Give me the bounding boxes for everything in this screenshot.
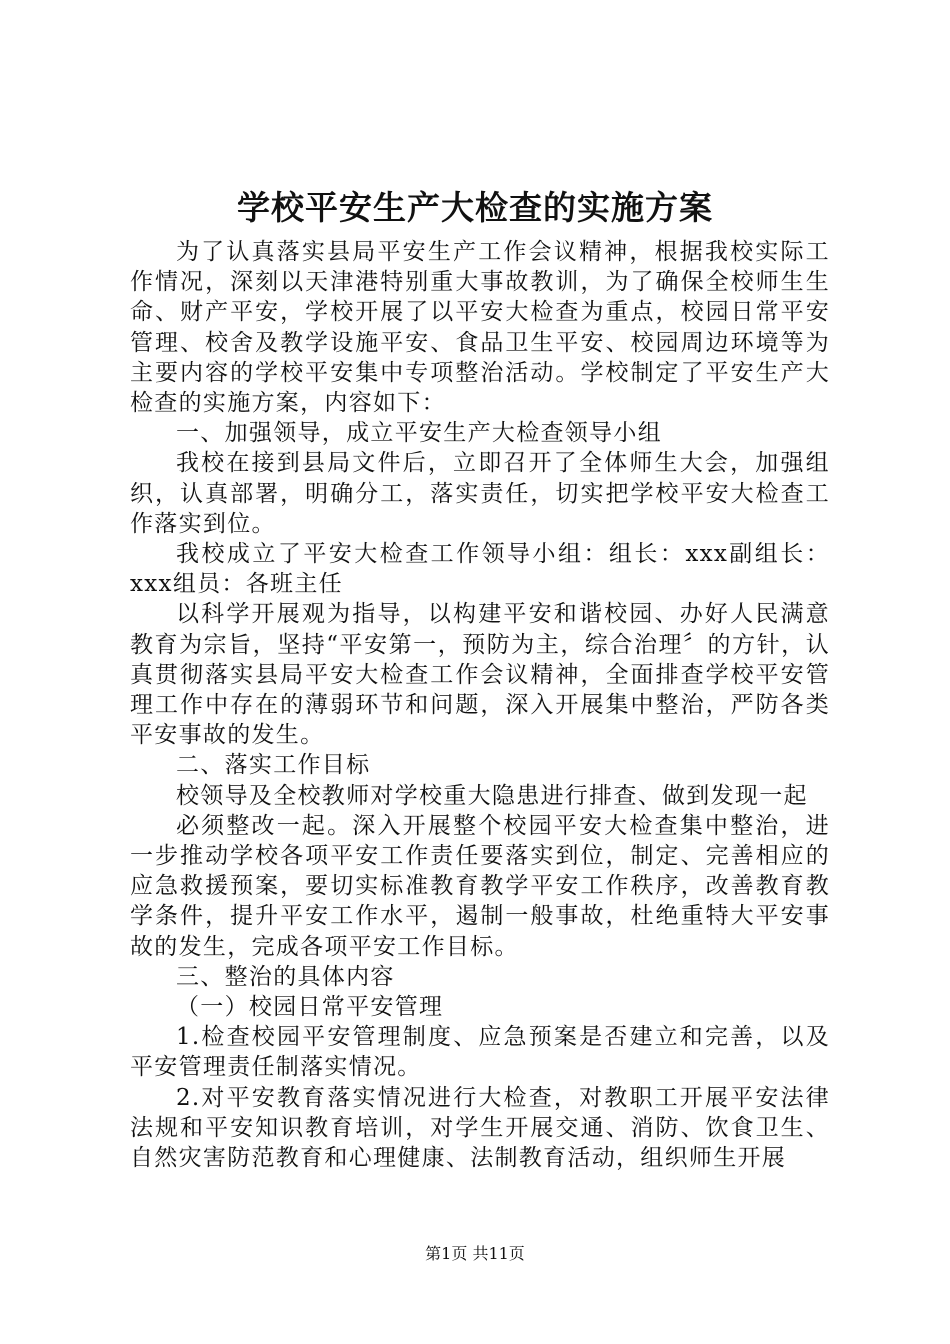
- page-number-footer: 第1页 共11页: [425, 1244, 525, 1263]
- heading-section-2: 二、落实工作目标: [176, 752, 371, 779]
- list-item-1: 1.检查校园平安管理制度、应急预案是否建立和完善，以及平安管理责任制落实情况。: [130, 1024, 830, 1081]
- heading-section-1: 一、加强领导，成立平安生产大检查领导小组: [176, 420, 662, 447]
- paragraph-guiding-principle: 以科学开展观为指导，以构建平安和谐校园、办好人民满意教育为宗旨，坚持“平安第一，预防为主，综合治理〞的方针，认真贯彻落实县局平安大检查工作会议精神，全面排查学校平安管理工作中存在的薄弱环节和问题，深入开展集中整治，严防各类平安事故的发生。: [130, 601, 830, 749]
- paragraph-goals-line: 校领导及全校教师对学校重大隐患进行排查、做到发现一起: [176, 782, 808, 809]
- list-item-2: 2.对平安教育落实情况进行大检查，对教职工开展平安法律法规和平安知识教育培训，对学生开展交通、消防、饮食卫生、自然灾害防范教育和心理健康、法制教育活动，组织师生开展: [130, 1084, 830, 1172]
- paragraph-group-members: 我校成立了平安大检查工作领导小组：组长：xxx副组长：xxx组员：各班主任: [130, 541, 830, 598]
- paragraph-intro: 为了认真落实县局平安生产工作会议精神，根据我校实际工作情况，深刻以天津港特别重大事故教训，为了确保全校师生生命、财产平安，学校开展了以平安大检查为重点，校园日常平安管理、校舍及教学设施平安、食品卫生平安、校园周边环境等为主要内容的学校平安集中专项整治活动。学校制定了平安生产大检查的实施方案，内容如下：: [130, 239, 830, 417]
- paragraph-leadership: 我校在接到县局文件后，立即召开了全体师生大会，加强组织，认真部署，明确分工，落实责任，切实把学校平安大检查工作落实到位。: [130, 450, 830, 537]
- heading-section-3: 三、整治的具体内容: [176, 963, 395, 990]
- document-title: 学校平安生产大检查的实施方案: [237, 188, 713, 227]
- paragraph-goals: 必须整改一起。深入开展整个校园平安大检查集中整治，进一步推动学校各项平安工作责任要落实到位，制定、完善相应的应急救援预案，要切实标准教育教学平安工作秩序，改善教育教学条件，提升平安工作水平，遏制一般事故，杜绝重特大平安事故的发生，完成各项平安工作目标。: [130, 812, 830, 960]
- heading-subsection-1: （一）校园日常平安管理: [176, 994, 444, 1021]
- document-body: [130, 237, 830, 1173]
